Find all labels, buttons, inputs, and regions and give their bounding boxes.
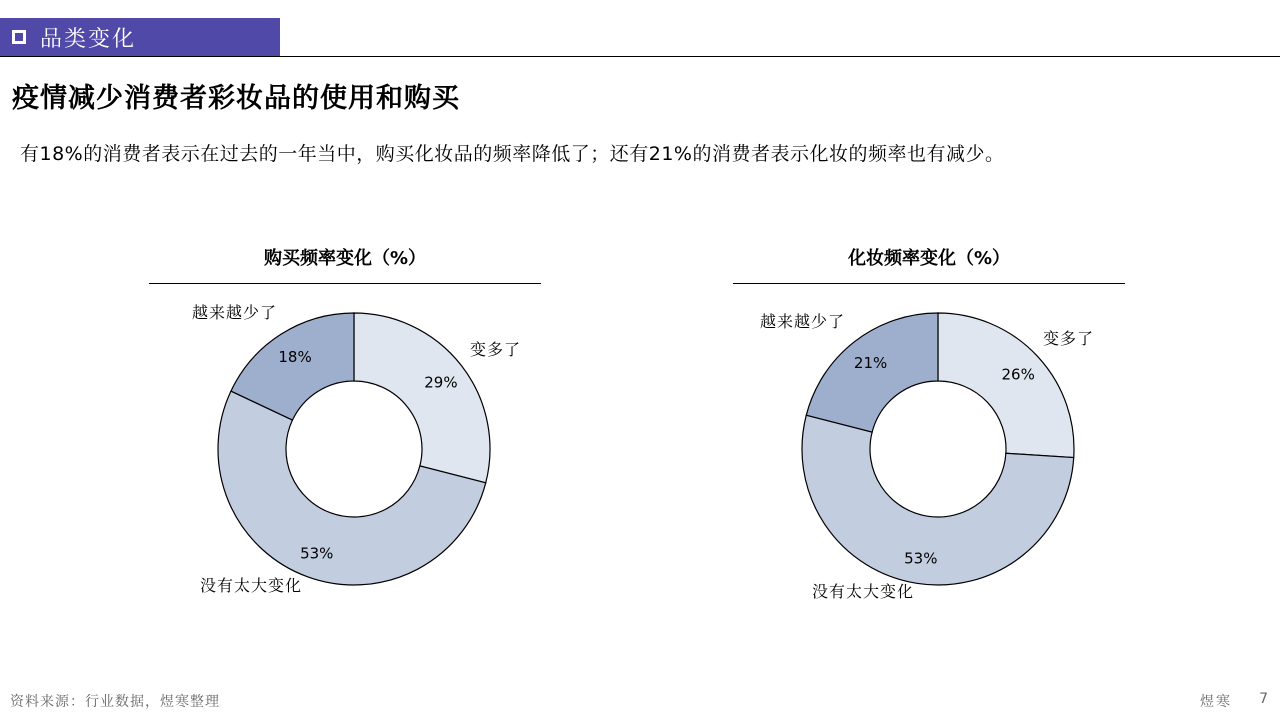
data-label-makeup-less: 21% (853, 354, 888, 373)
data-label-purchase-less: 18% (278, 348, 312, 367)
category-label-makeup-more: 变多了 (1043, 329, 1095, 348)
chart-title-purchase: 购买频率变化（%） (263, 248, 427, 269)
section-label: 品类变化 (40, 26, 137, 52)
chart-title-makeup: 化妆频率变化（%） (847, 248, 1011, 269)
footer-source: 资料来源：行业数据，煜寒整理 (10, 694, 220, 710)
footer-brand: 煜寒 (1200, 694, 1232, 710)
data-label-makeup-more: 26% (1001, 365, 1035, 384)
page-number: 7 (1259, 691, 1268, 707)
category-label-makeup-less: 越来越少了 (760, 312, 846, 331)
page-title: 疫情减少消费者彩妆品的使用和购买 (12, 83, 460, 114)
slice-purchase-more (354, 313, 490, 483)
category-label-makeup-no-change: 没有太大变化 (812, 582, 915, 601)
data-label-purchase-more: 29% (424, 373, 458, 392)
category-label-purchase-more: 变多了 (470, 340, 522, 359)
category-label-purchase-less: 越来越少了 (192, 303, 278, 322)
data-label-purchase-no-change: 53% (300, 544, 334, 563)
summary-text: 有18%的消费者表示在过去的一年当中，购买化妆品的频率降低了；还有21%的消费者表示化妆的频率也有减少。 (20, 143, 1005, 165)
data-label-makeup-no-change: 53% (904, 549, 938, 568)
category-label-purchase-no-change: 没有太大变化 (200, 576, 303, 595)
